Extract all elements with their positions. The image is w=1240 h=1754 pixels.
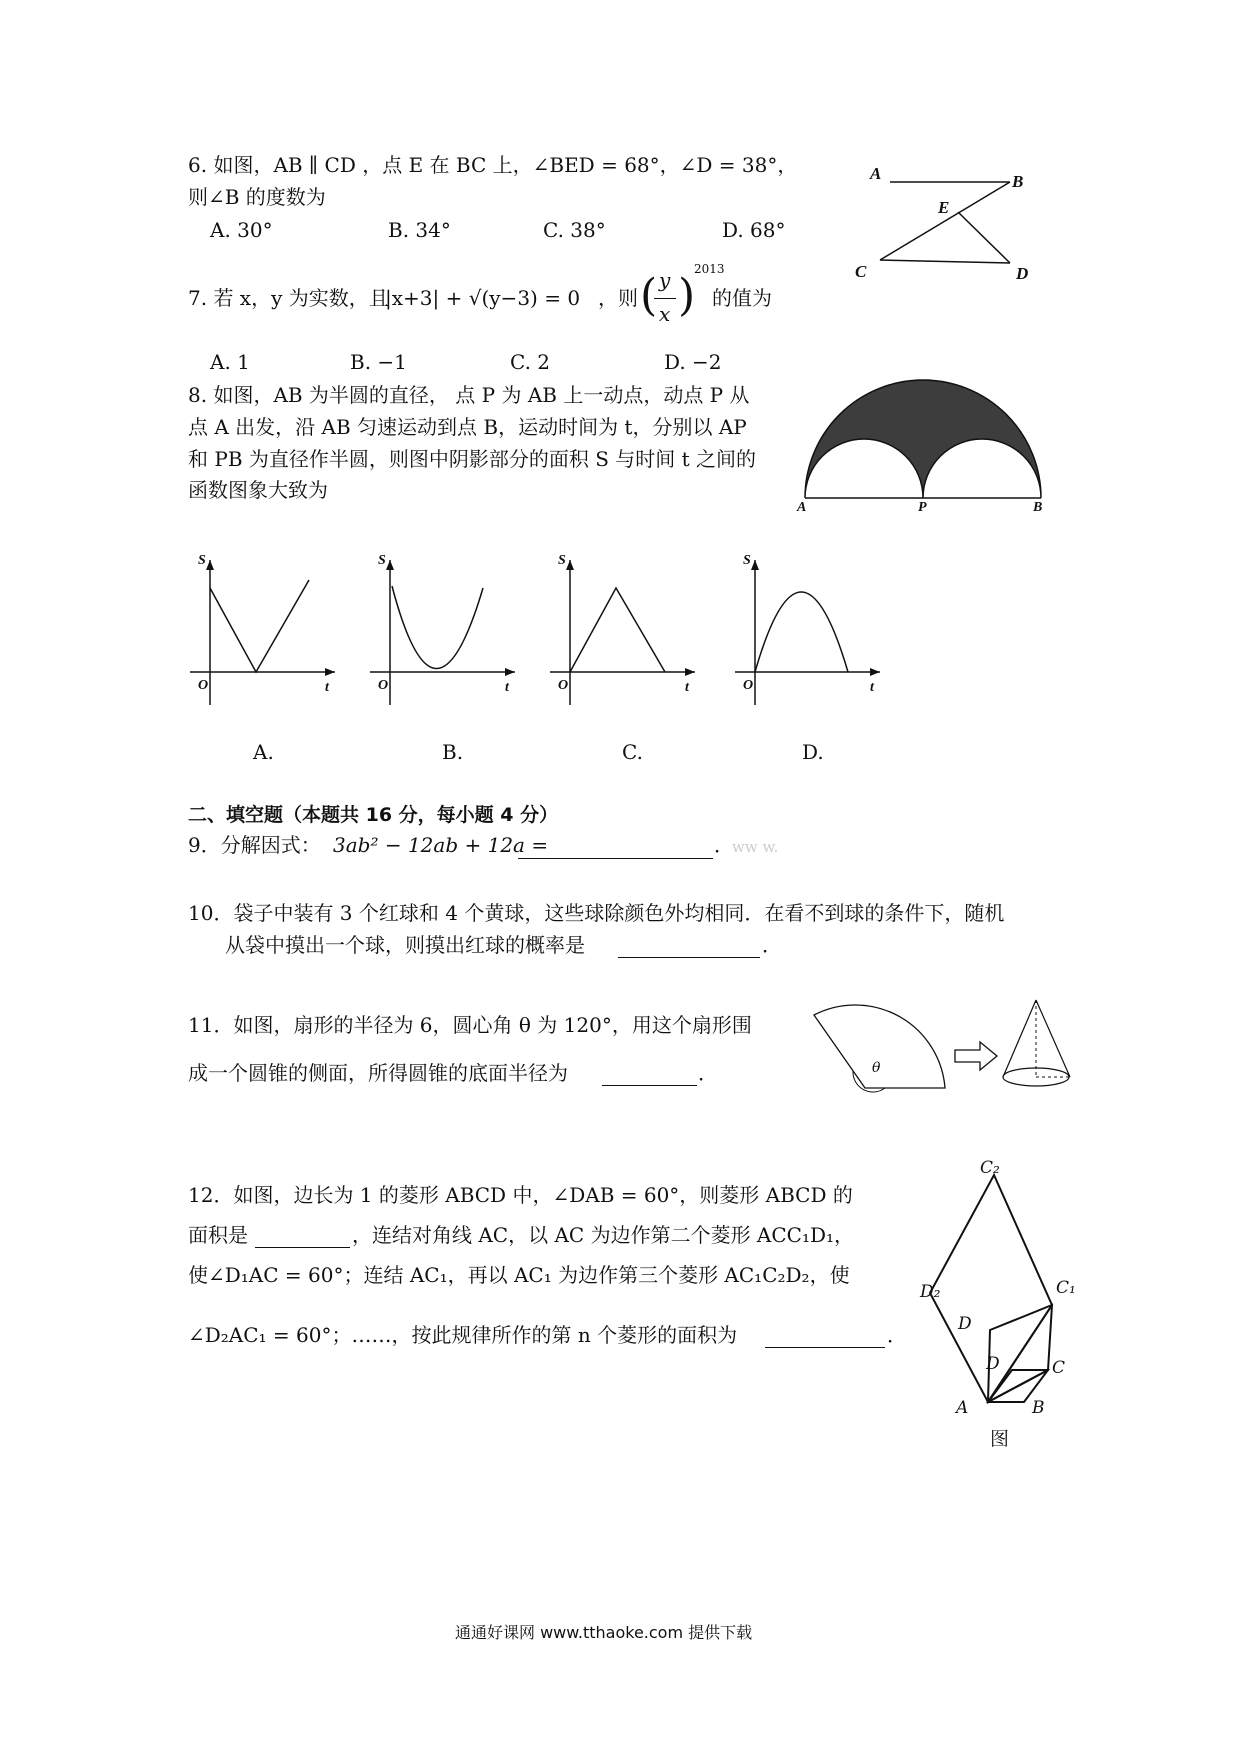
q6-option-c: C. 38°: [543, 218, 606, 242]
q12-label-a: A: [956, 1398, 969, 1418]
q10-end: ．: [762, 933, 782, 957]
q8-semicircle-figure: [800, 370, 1050, 510]
graph-option-d: D.: [802, 740, 824, 764]
graph-a-s-label: S: [198, 553, 206, 568]
q12-rhombus-figure: [920, 1165, 1100, 1435]
graph-option-b: B.: [442, 740, 464, 764]
q11-line1: 11．如图，扇形的半径为 6，圆心角 θ 为 120°，用这个扇形围: [188, 1013, 752, 1037]
graph-b-o-label: O: [378, 678, 389, 693]
q6-option-b: B. 34°: [388, 218, 451, 242]
q10-line1: 10．袋子中装有 3 个红球和 4 个黄球，这些球除颜色外均相同．在看不到球的条件下，随机: [188, 901, 1005, 925]
q8-line1: 8. 如图，AB 为半圆的直径， 点 P 为 AB 上一动点，动点 P 从: [188, 383, 750, 407]
q7-mid: ，则: [598, 286, 638, 310]
q9-answer-blank: [518, 836, 713, 859]
q7-suffix: 的值为: [712, 286, 772, 310]
q11-line2: 成一个圆锥的侧面，所得圆锥的底面半径为: [188, 1061, 568, 1085]
q6-label-c: C: [855, 262, 867, 281]
q7-frac-den: x: [659, 302, 671, 326]
q9-watermark: ww w.: [732, 838, 779, 856]
q12-label-b: B: [1032, 1398, 1045, 1418]
graph-a-t-label: t: [325, 680, 329, 695]
q7-frac-bar: [654, 298, 676, 299]
q9-end: ．: [714, 833, 734, 857]
graph-d-o-label: O: [743, 678, 754, 693]
graph-a-o-label: O: [198, 678, 209, 693]
q12-figure-caption: 图: [990, 1428, 1010, 1450]
page-footer: 通通好课网 www.tthaoke.com 提供下载: [455, 1623, 753, 1642]
q12-label-d: D: [986, 1354, 1000, 1374]
q12-line4a: ∠D₂AC₁ = 60°；……，按此规律所作的第 n 个菱形的面积为: [188, 1323, 738, 1347]
q8-line3: 和 PB 为直径作半圆，则图中阴影部分的面积 S 与时间 t 之间的: [188, 447, 757, 471]
graph-c-s-label: S: [558, 553, 566, 568]
graph-b-s-label: S: [378, 553, 386, 568]
q12-label-d2: D₂: [920, 1282, 941, 1302]
q6-label-b: B: [1012, 172, 1024, 191]
q11-end: ．: [698, 1061, 718, 1085]
q7-expression: |x+3| + √(y−3) = 0: [385, 286, 581, 310]
q9-expression: 3ab² − 12ab + 12a =: [333, 833, 549, 857]
q12-label-c2: C₂: [980, 1158, 1000, 1178]
q6-line1: 6. 如图，AB ∥ CD ，点 E 在 BC 上，∠BED = 68°，∠D = 38°，: [188, 153, 798, 177]
section-2-title: 二、填空题（本题共 16 分，每小题 4 分）: [188, 804, 559, 826]
q7-left-paren: (: [640, 270, 658, 321]
q7-prefix: 7. 若 x，y 为实数，且: [188, 286, 389, 310]
q9-text: 9．分解因式：: [188, 833, 321, 857]
q12-label-c: C: [1052, 1358, 1066, 1378]
graph-d-t-label: t: [870, 680, 874, 695]
q6-label-d: D: [1016, 264, 1029, 283]
q7-right-paren: ): [678, 270, 696, 321]
q12-line2a: 面积是: [188, 1223, 248, 1247]
q12-answer-blank-1: [255, 1225, 350, 1248]
q6-label-e: E: [938, 198, 950, 217]
graph-c-o-label: O: [558, 678, 569, 693]
q12-line1: 12．如图，边长为 1 的菱形 ABCD 中，∠DAB = 60°，则菱形 ABCD 的: [188, 1183, 853, 1207]
q10-line2: 从袋中摸出一个球，则摸出红球的概率是: [225, 933, 585, 957]
q8-label-a: A: [797, 500, 807, 515]
graph-c-t-label: t: [685, 680, 689, 695]
q7-exponent: 2013: [694, 262, 725, 276]
graph-d-s-label: S: [743, 553, 751, 568]
graph-option-a: A.: [253, 740, 274, 764]
q12-label-d1: D: [958, 1314, 972, 1334]
q12-answer-blank-2: [765, 1325, 885, 1348]
q6-option-d: D. 68°: [722, 218, 786, 242]
q11-answer-blank: [602, 1063, 697, 1086]
q12-line2b: ，连结对角线 AC，以 AC 为边作第二个菱形 ACC₁D₁，: [352, 1223, 855, 1247]
q8-label-p: P: [918, 500, 927, 515]
q7-option-a: A. 1: [210, 350, 250, 374]
q6-label-a: A: [870, 164, 882, 183]
q7-option-c: C. 2: [510, 350, 551, 374]
q7-option-d: D. −2: [664, 350, 722, 374]
q8-label-b: B: [1033, 500, 1043, 515]
q7-option-b: B. −1: [350, 350, 407, 374]
q8-line4: 函数图象大致为: [188, 478, 328, 502]
q12-label-c1: C₁: [1056, 1278, 1076, 1298]
q6-option-a: A. 30°: [210, 218, 273, 242]
q7-frac-num: y: [659, 268, 671, 292]
q6-figure: [860, 160, 1060, 290]
graph-b-t-label: t: [505, 680, 509, 695]
q6-line2: 则∠B 的度数为: [188, 185, 326, 209]
q8-line2: 点 A 出发，沿 AB 匀速运动到点 B，运动时间为 t，分别以 AP: [188, 415, 747, 439]
q12-line4b: ．: [887, 1323, 907, 1347]
q10-answer-blank: [618, 935, 760, 958]
graph-option-c: C.: [622, 740, 643, 764]
q11-sector-cone-figure: [800, 990, 1100, 1120]
q11-theta-label: θ: [872, 1060, 881, 1076]
q12-line3: 使∠D₁AC = 60°；连结 AC₁，再以 AC₁ 为边作第三个菱形 AC₁C₂D₂，使: [188, 1263, 850, 1287]
